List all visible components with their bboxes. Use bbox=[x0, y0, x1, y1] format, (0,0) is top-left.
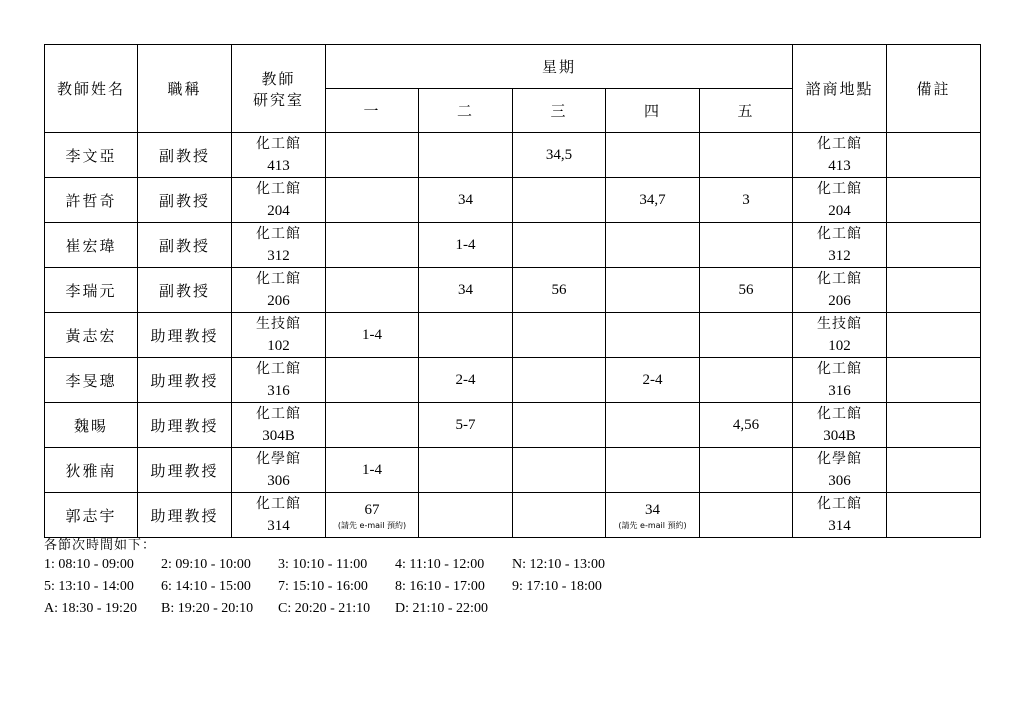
remark-cell bbox=[887, 313, 981, 358]
day-slot bbox=[419, 403, 513, 448]
teacher-name: 狄雅南 bbox=[45, 448, 138, 493]
location-number: 102 bbox=[828, 338, 851, 354]
remark-cell bbox=[887, 448, 981, 493]
table-row bbox=[45, 358, 981, 403]
day-slot bbox=[419, 448, 513, 493]
consult-location bbox=[793, 133, 887, 178]
day-slot bbox=[326, 448, 419, 493]
location-building: 化工館 bbox=[817, 226, 863, 242]
day-slot bbox=[700, 313, 793, 358]
office-building: 化工館 bbox=[256, 226, 301, 242]
day-slot bbox=[419, 178, 513, 223]
teacher-title: 助理教授 bbox=[138, 493, 232, 538]
location-building: 化工館 bbox=[817, 361, 863, 377]
remark-cell bbox=[887, 223, 981, 268]
remark-cell bbox=[887, 178, 981, 223]
remark-cell bbox=[887, 403, 981, 448]
teacher-name: 黃志宏 bbox=[45, 313, 138, 358]
day-slot bbox=[700, 358, 793, 403]
office-building: 化學館 bbox=[256, 451, 301, 467]
teacher-title: 副教授 bbox=[138, 223, 232, 268]
location-building: 生技館 bbox=[817, 316, 863, 332]
day-slot bbox=[700, 448, 793, 493]
period-time: 9: 17:10 - 18:00 bbox=[512, 579, 602, 594]
teacher-name: 李文亞 bbox=[45, 133, 138, 178]
office-number: 413 bbox=[267, 158, 290, 174]
day-slot bbox=[513, 178, 606, 223]
day-slot bbox=[513, 313, 606, 358]
day-slot bbox=[326, 178, 419, 223]
header-day-mon: 一 bbox=[326, 89, 419, 133]
consult-location bbox=[793, 223, 887, 268]
appointment-note: (請先 e-mail 預約) bbox=[618, 521, 687, 530]
day-periods: 34,5 bbox=[545, 147, 573, 163]
remark-cell bbox=[887, 493, 981, 538]
location-number: 316 bbox=[828, 383, 851, 399]
day-periods: 56 bbox=[738, 282, 754, 298]
header-remark: 備註 bbox=[887, 45, 981, 133]
period-time: 5: 13:10 - 14:00 bbox=[44, 579, 134, 594]
teacher-title: 助理教授 bbox=[138, 448, 232, 493]
day-slot bbox=[326, 358, 419, 403]
period-time: 3: 10:10 - 11:00 bbox=[278, 557, 368, 572]
header-office bbox=[232, 45, 326, 133]
legend-line bbox=[44, 576, 944, 598]
teacher-office bbox=[232, 133, 326, 178]
office-building: 化工館 bbox=[256, 181, 301, 197]
consult-location bbox=[793, 403, 887, 448]
day-slot bbox=[513, 358, 606, 403]
consult-location bbox=[793, 493, 887, 538]
day-slot bbox=[419, 223, 513, 268]
day-slot bbox=[606, 313, 700, 358]
office-number: 204 bbox=[267, 203, 290, 219]
day-slot bbox=[606, 133, 700, 178]
header-day-thu: 四 bbox=[606, 89, 700, 133]
office-building: 化工館 bbox=[256, 136, 301, 152]
day-slot bbox=[700, 178, 793, 223]
day-slot bbox=[700, 268, 793, 313]
period-time: 2: 09:10 - 10:00 bbox=[161, 557, 251, 572]
remark-cell bbox=[887, 268, 981, 313]
location-number: 204 bbox=[828, 203, 851, 219]
header-day-tue: 二 bbox=[419, 89, 513, 133]
teacher-name: 崔宏瑋 bbox=[45, 223, 138, 268]
legend-title: 各節次時間如下： bbox=[44, 538, 157, 553]
teacher-name: 許哲奇 bbox=[45, 178, 138, 223]
location-number: 304B bbox=[823, 428, 856, 444]
office-building: 生技館 bbox=[256, 316, 301, 332]
location-building: 化工館 bbox=[817, 406, 863, 422]
table-row bbox=[45, 313, 981, 358]
day-slot bbox=[419, 493, 513, 538]
table-row bbox=[45, 493, 981, 538]
teacher-name: 李旻璁 bbox=[45, 358, 138, 403]
office-number: 304B bbox=[262, 428, 295, 444]
office-building: 化工館 bbox=[256, 406, 301, 422]
table-row bbox=[45, 448, 981, 493]
day-slot bbox=[700, 133, 793, 178]
day-periods: 2-4 bbox=[455, 372, 476, 388]
teacher-title: 副教授 bbox=[138, 133, 232, 178]
office-number: 316 bbox=[267, 383, 290, 399]
location-building: 化工館 bbox=[817, 136, 863, 152]
header-day-fri: 五 bbox=[700, 89, 793, 133]
day-periods: 3 bbox=[742, 192, 750, 208]
day-periods: 34,7 bbox=[639, 192, 666, 208]
period-time: N: 12:10 - 13:00 bbox=[512, 557, 605, 572]
header-name: 教師姓名 bbox=[45, 45, 138, 133]
location-building: 化工館 bbox=[817, 271, 863, 287]
day-slot bbox=[326, 223, 419, 268]
teacher-title: 助理教授 bbox=[138, 403, 232, 448]
day-periods: 1-4 bbox=[362, 327, 382, 343]
header-office-line2: 研究室 bbox=[252, 90, 304, 109]
day-slot bbox=[326, 403, 419, 448]
teacher-title: 副教授 bbox=[138, 268, 232, 313]
period-time: 1: 08:10 - 09:00 bbox=[44, 557, 134, 572]
day-slot bbox=[606, 358, 700, 403]
day-slot bbox=[326, 313, 419, 358]
teacher-office bbox=[232, 313, 326, 358]
day-slot bbox=[606, 268, 700, 313]
location-number: 314 bbox=[828, 518, 851, 534]
teacher-title: 助理教授 bbox=[138, 358, 232, 403]
day-slot bbox=[700, 223, 793, 268]
teacher-title: 助理教授 bbox=[138, 313, 232, 358]
office-number: 206 bbox=[267, 293, 290, 309]
office-number: 314 bbox=[267, 518, 290, 534]
teacher-office bbox=[232, 448, 326, 493]
header-weekday: 星期 bbox=[326, 45, 793, 89]
day-periods: 5-7 bbox=[455, 417, 476, 433]
period-time: 8: 16:10 - 17:00 bbox=[395, 579, 485, 594]
period-time: C: 20:20 - 21:10 bbox=[278, 601, 371, 616]
office-building: 化工館 bbox=[256, 361, 301, 377]
day-slot bbox=[513, 448, 606, 493]
header-title: 職稱 bbox=[138, 45, 232, 133]
remark-cell bbox=[887, 358, 981, 403]
day-slot bbox=[606, 223, 700, 268]
day-slot bbox=[419, 133, 513, 178]
teacher-title: 副教授 bbox=[138, 178, 232, 223]
period-legend bbox=[44, 534, 944, 620]
day-slot bbox=[513, 493, 606, 538]
office-building: 化工館 bbox=[256, 271, 301, 287]
day-slot bbox=[513, 403, 606, 448]
teacher-name: 郭志宇 bbox=[45, 493, 138, 538]
day-slot bbox=[513, 268, 606, 313]
consult-location bbox=[793, 448, 887, 493]
location-number: 206 bbox=[828, 293, 851, 309]
day-slot bbox=[326, 268, 419, 313]
day-periods: 34 bbox=[458, 282, 473, 298]
day-periods: 2-4 bbox=[642, 372, 663, 388]
teacher-office bbox=[232, 493, 326, 538]
day-slot bbox=[606, 178, 700, 223]
legend-line bbox=[44, 554, 944, 576]
header-location: 諮商地點 bbox=[793, 45, 887, 133]
teacher-office bbox=[232, 358, 326, 403]
period-time: B: 19:20 - 20:10 bbox=[161, 601, 254, 616]
day-slot bbox=[700, 493, 793, 538]
teacher-office bbox=[232, 403, 326, 448]
consult-location bbox=[793, 268, 887, 313]
day-slot bbox=[419, 358, 513, 403]
day-periods: 56 bbox=[551, 282, 567, 298]
day-periods: 4,56 bbox=[732, 417, 760, 433]
teacher-office bbox=[232, 178, 326, 223]
remark-cell bbox=[887, 133, 981, 178]
office-number: 306 bbox=[267, 473, 290, 489]
consult-location bbox=[793, 313, 887, 358]
legend-line bbox=[44, 598, 944, 620]
teacher-office bbox=[232, 268, 326, 313]
day-slot bbox=[513, 133, 606, 178]
office-hours-table bbox=[44, 44, 981, 538]
period-time: A: 18:30 - 19:20 bbox=[44, 601, 137, 616]
day-slot bbox=[513, 223, 606, 268]
day-slot bbox=[606, 403, 700, 448]
location-building: 化工館 bbox=[817, 181, 863, 197]
day-slot bbox=[606, 448, 700, 493]
teacher-name: 魏晹 bbox=[45, 403, 138, 448]
teacher-office bbox=[232, 223, 326, 268]
day-periods: 34 bbox=[458, 192, 473, 208]
header-day-wed: 三 bbox=[513, 89, 606, 133]
table-row bbox=[45, 133, 981, 178]
period-time: 7: 15:10 - 16:00 bbox=[278, 579, 368, 594]
location-building: 化學館 bbox=[817, 451, 863, 467]
header-office-line1: 教師 bbox=[261, 69, 296, 88]
consult-location bbox=[793, 178, 887, 223]
appointment-note: (請先 e-mail 預約) bbox=[337, 521, 407, 530]
table-row bbox=[45, 178, 981, 223]
office-building: 化工館 bbox=[256, 496, 301, 512]
teacher-name: 李瑞元 bbox=[45, 268, 138, 313]
table-row bbox=[45, 223, 981, 268]
day-slot bbox=[700, 403, 793, 448]
day-slot bbox=[326, 133, 419, 178]
day-periods: 67 bbox=[364, 502, 380, 518]
period-time: D: 21:10 - 22:00 bbox=[395, 601, 488, 616]
office-number: 312 bbox=[267, 248, 290, 264]
day-slot bbox=[419, 268, 513, 313]
table-row bbox=[45, 403, 981, 448]
location-number: 312 bbox=[828, 248, 851, 264]
day-periods: 1-4 bbox=[362, 462, 382, 478]
period-time: 6: 14:10 - 15:00 bbox=[161, 579, 251, 594]
location-number: 306 bbox=[828, 473, 851, 489]
location-building: 化工館 bbox=[817, 496, 863, 512]
office-number: 102 bbox=[267, 338, 290, 354]
day-slot bbox=[606, 493, 700, 538]
day-periods: 1-4 bbox=[455, 237, 476, 253]
location-number: 413 bbox=[828, 158, 851, 174]
day-slot bbox=[326, 493, 419, 538]
period-time: 4: 11:10 - 12:00 bbox=[395, 557, 485, 572]
day-periods: 34 bbox=[645, 502, 660, 518]
table-row bbox=[45, 268, 981, 313]
day-slot bbox=[419, 313, 513, 358]
consult-location bbox=[793, 358, 887, 403]
